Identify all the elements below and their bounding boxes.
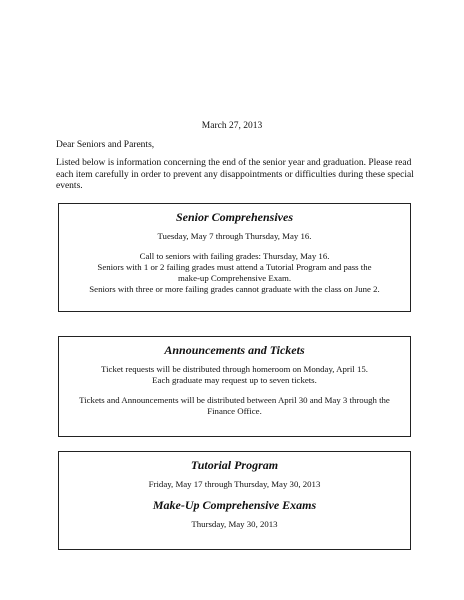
intro-line: each item carefully in order to prevent any disappointments or difficulties during these special xyxy=(56,169,414,180)
section-line: Call to seniors with failing grades: Thursday, May 16. xyxy=(139,251,330,261)
tutorial-program-box xyxy=(58,451,411,550)
section-title: Announcements and Tickets xyxy=(164,343,305,357)
section-title: Make-Up Comprehensive Exams xyxy=(152,498,317,512)
salutation: Dear Seniors and Parents, xyxy=(56,140,155,150)
section-title: Senior Comprehensives xyxy=(175,210,293,224)
letter-date: March 27, 2013 xyxy=(201,121,263,131)
section-dates: Thursday, May 30, 2013 xyxy=(191,519,278,529)
section-line: Each graduate may request up to seven tickets. xyxy=(152,375,317,385)
section-title: Tutorial Program xyxy=(190,458,279,472)
section-line: Seniors with 1 or 2 failing grades must attend a Tutorial Program and pass the xyxy=(97,262,372,272)
section-dates: Friday, May 17 through Thursday, May 30, 2013 xyxy=(148,479,321,489)
section-line: Tickets and Announcements will be distributed between April 30 and May 3 through the xyxy=(79,395,390,405)
senior-comprehensives-box xyxy=(58,203,411,312)
section-line: Finance Office. xyxy=(207,406,262,416)
intro-paragraph xyxy=(56,158,416,193)
section-line: make-up Comprehensive Exam. xyxy=(177,273,292,283)
section-line: Seniors with three or more failing grades cannot graduate with the class on June 2. xyxy=(89,284,380,294)
intro-line: Listed below is information concerning the end of the senior year and graduation. Please read xyxy=(56,158,412,168)
intro-line: events. xyxy=(56,181,83,191)
section-line: Ticket requests will be distributed through homeroom on Monday, April 15. xyxy=(101,364,368,374)
section-dates: Tuesday, May 7 through Thursday, May 16. xyxy=(157,231,312,241)
announcements-tickets-box xyxy=(58,336,411,437)
